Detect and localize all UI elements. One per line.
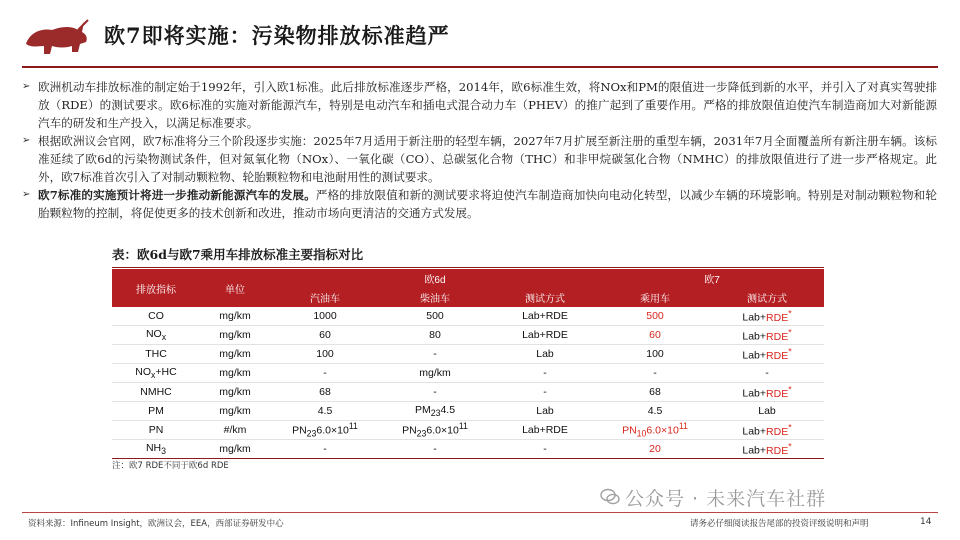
cell-euro7: $PN_{10}6.0\times 10^{11}$: [600, 421, 710, 440]
col-header-diesel: 柴油车: [380, 287, 490, 307]
cell-petrol: 100: [270, 345, 380, 364]
cell-diesel: 80: [380, 326, 490, 345]
col-header-euro6d: 欧6d: [270, 269, 600, 287]
disclaimer-text: 请务必仔细阅读报告尾部的投资评级说明和声明: [690, 519, 869, 529]
table-header-row: [112, 269, 824, 287]
cell-petrol: $PN_{23}6.0\times 10^{11}$: [270, 421, 380, 440]
cell-diesel: -: [380, 440, 490, 459]
cell-diesel: -: [380, 383, 490, 402]
cell-indicator: NMHC: [112, 383, 200, 402]
bullet-item: [22, 78, 937, 132]
col-header-indicator: 排放指标: [112, 269, 200, 307]
cell-euro7: -: [600, 364, 710, 383]
cell-diesel: 500: [380, 307, 490, 326]
arrow-bullet-icon: ➢: [22, 135, 31, 146]
cell-test6: Lab+RDE: [490, 307, 600, 326]
cell-test7: Lab+RDE*: [710, 345, 824, 364]
table-row: [112, 307, 824, 326]
table-row: [112, 421, 824, 440]
bullet-item: [22, 132, 937, 186]
cell-petrol: 4.5: [270, 402, 380, 421]
cell-petrol: -: [270, 364, 380, 383]
bullet-item: [22, 186, 937, 222]
arrow-bullet-icon: ➢: [22, 81, 31, 92]
cell-unit: mg/km: [200, 364, 270, 383]
cell-diesel: $PN_{23}6.0\times 10^{11}$: [380, 421, 490, 440]
table-row: [112, 326, 824, 345]
cell-test6: -: [490, 440, 600, 459]
watermark-text: 公众号 · 未来汽车社群: [625, 488, 827, 510]
page-number: 14: [920, 517, 932, 527]
bullet-bold-text: 欧7标准的实施预计将进一步推动新能源汽车的发展。: [38, 188, 316, 202]
cell-petrol: 60: [270, 326, 380, 345]
cell-indicator: $NO_x$: [112, 326, 200, 345]
cell-test6: -: [490, 364, 600, 383]
cell-test6: Lab+RDE: [490, 421, 600, 440]
cell-euro7: 68: [600, 383, 710, 402]
cell-unit: mg/km: [200, 440, 270, 459]
cell-test6: Lab+RDE: [490, 326, 600, 345]
cell-test7: Lab+RDE*: [710, 421, 824, 440]
col-header-unit: 单位: [200, 269, 270, 307]
bullet-list: [22, 78, 937, 222]
bullet-text: 欧洲机动车排放标准的制定始于1992年，引入欧1标准。此后排放标准逐步严格，2014年，欧6标准生效，将NOx和PM的限值进一步降低到新的水平，并引入了对真实驾驶排放（RDE）的测试要求。欧6标准的实施对新能源汽车，特别是电动汽车和插电式混合动力车（PHEV）的推广起到了重要作用。严格的排放限值迫使汽车制造商加大对新能源汽车的研发和生产投入，以满足标准要求。: [38, 80, 937, 130]
cell-indicator: CO: [112, 307, 200, 326]
cell-test6: Lab: [490, 345, 600, 364]
arrow-bullet-icon: ➢: [22, 189, 31, 200]
col-header-passenger: 乘用车: [600, 287, 710, 307]
cell-test7: Lab: [710, 402, 824, 421]
cell-indicator: PM: [112, 402, 200, 421]
table-title: 表：欧6d与欧7乘用车排放标准主要指标对比: [112, 247, 364, 262]
cell-indicator: $NO_x+HC$: [112, 364, 200, 383]
cell-diesel: -: [380, 345, 490, 364]
cell-test7: Lab+RDE*: [710, 326, 824, 345]
cell-test7: Lab+RDE*: [710, 307, 824, 326]
cell-unit: mg/km: [200, 402, 270, 421]
cell-diesel: $PM_{23}4.5$: [380, 402, 490, 421]
cell-test7: Lab+RDE*: [710, 383, 824, 402]
cell-euro7: 100: [600, 345, 710, 364]
emission-standards-table: [112, 269, 824, 459]
col-header-petrol: 汽油车: [270, 287, 380, 307]
table-row: [112, 383, 824, 402]
table-note: 注：欧7 RDE不同于欧6d RDE: [112, 461, 229, 471]
col-header-euro7: 欧7: [600, 269, 824, 287]
table-row: [112, 364, 824, 383]
cell-test7: -: [710, 364, 824, 383]
col-header-test7: 测试方式: [710, 287, 824, 307]
cell-euro7: 4.5: [600, 402, 710, 421]
page-title: 欧7即将实施：污染物排放标准趋严: [104, 23, 450, 48]
cell-unit: mg/km: [200, 326, 270, 345]
title-divider: [22, 66, 938, 68]
cell-petrol: 68: [270, 383, 380, 402]
cell-indicator: THC: [112, 345, 200, 364]
cell-euro7: 500: [600, 307, 710, 326]
source-text: 资料来源：Infineum Insight，欧洲议会，EEA，西部证券研发中心: [28, 519, 284, 529]
bullet-text: 严格的排放限值和新的测试要求将迫使汽车制造商加快向电动化转型，以减少车辆的环境影响。特别是对制动颗粒物和轮胎颗粒物的控制，将促使更多的技术创新和改进，推动市场向更清洁的交通方式发展。: [38, 188, 937, 220]
cell-indicator: PN: [112, 421, 200, 440]
cell-unit: #/km: [200, 421, 270, 440]
col-header-test6: 测试方式: [490, 287, 600, 307]
cell-test6: -: [490, 383, 600, 402]
cell-euro7: 20: [600, 440, 710, 459]
cell-petrol: 1000: [270, 307, 380, 326]
cell-unit: mg/km: [200, 307, 270, 326]
wechat-icon: [600, 488, 620, 506]
bullet-text: 根据欧洲议会官网，欧7标准将分三个阶段逐步实施：2025年7月适用于新注册的轻型车辆，2027年7月扩展至新注册的重型车辆，2031年7月全面覆盖所有新注册车辆。该标准延续了欧6d的污染物测试条件，但对氮氧化物（NOx）、一氧化碳（CO）、总碳氢化合物（THC）和非甲烷碳氢化合物（NMHC）的排放限值进行了进一步严格规定。此外，欧7标准首次引入了对制动颗粒物、轮胎颗粒物和电池耐用性的测试要求。: [38, 134, 937, 184]
cell-unit: mg/km: [200, 345, 270, 364]
bull-logo-icon: [22, 14, 92, 58]
cell-diesel: mg/km: [380, 364, 490, 383]
cell-test6: Lab: [490, 402, 600, 421]
cell-euro7: 60: [600, 326, 710, 345]
cell-indicator: $NH_3$: [112, 440, 200, 459]
table-row: [112, 345, 824, 364]
cell-test7: Lab+RDE*: [710, 440, 824, 459]
table-body: [112, 307, 824, 459]
table-row: [112, 440, 824, 459]
footer-divider: [22, 512, 938, 513]
cell-unit: mg/km: [200, 383, 270, 402]
table-row: [112, 402, 824, 421]
cell-petrol: -: [270, 440, 380, 459]
table-top-rule: [112, 267, 824, 268]
